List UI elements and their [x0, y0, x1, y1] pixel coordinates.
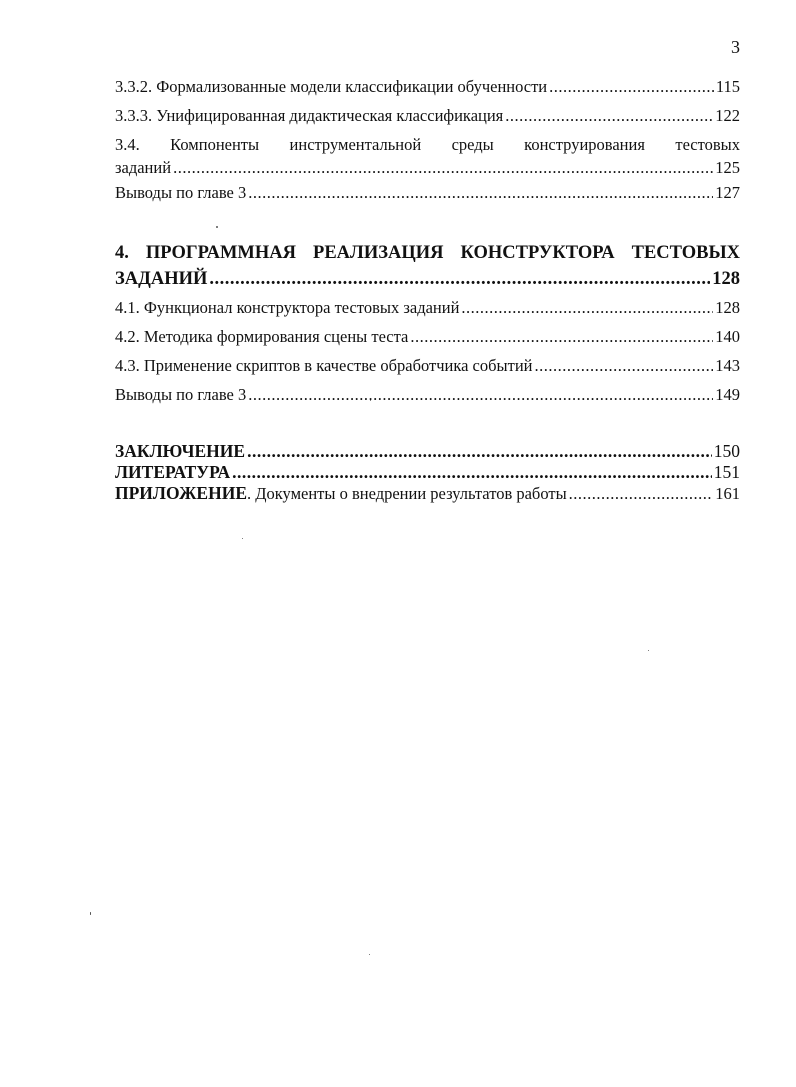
toc-entry-3-4	[115, 132, 740, 178]
toc-entry-title-line1: 3.4. Компоненты инструментальной среды конструирования тестовых	[115, 135, 740, 154]
page-number: 3	[731, 37, 740, 57]
toc-entry-page: 140	[715, 327, 740, 346]
scan-speck	[648, 650, 649, 651]
toc-entry-title-line2: заданий	[115, 158, 172, 177]
dot-leader	[535, 351, 714, 380]
toc-chapter-title-line1: 4. ПРОГРАММНАЯ РЕАЛИЗАЦИЯ КОНСТРУКТОРА ТЕСТОВЫХ	[115, 243, 740, 263]
toc-entry-page: 127	[715, 183, 740, 202]
toc-entry-conclusions-ch3	[115, 178, 740, 207]
table-of-contents	[115, 72, 740, 504]
toc-entry-page: 161	[715, 484, 740, 503]
toc-entry-page: 122	[715, 106, 740, 125]
scan-speck	[370, 400, 371, 401]
toc-entry-title: 4.2. Методика формирования сцены теста	[115, 327, 409, 346]
dot-leader	[410, 322, 713, 351]
scan-speck	[90, 912, 91, 915]
toc-entry-page: 149	[715, 385, 740, 404]
toc-entry-page: 128	[712, 269, 740, 289]
scan-speck	[242, 538, 243, 539]
dot-leader	[569, 483, 714, 504]
toc-entry-conclusion	[115, 441, 740, 462]
toc-chapter-4	[115, 241, 740, 293]
dot-leader	[505, 101, 713, 130]
dot-leader	[232, 462, 712, 483]
toc-entry-conclusions-ch4	[115, 380, 740, 409]
dot-leader	[248, 178, 713, 207]
toc-entry-4-1	[115, 293, 740, 322]
toc-entry-title: 3.3.3. Унифицированная дидактическая классификация	[115, 106, 504, 125]
appendix-label: ПРИЛОЖЕНИЕ	[115, 483, 248, 503]
scan-speck	[216, 226, 218, 228]
toc-entry-title: Выводы по главе 3	[115, 183, 247, 202]
toc-entry-page: 151	[713, 462, 740, 482]
toc-entry-title: ЗАКЛЮЧЕНИЕ	[115, 441, 246, 461]
toc-chapter-title-line2: ЗАДАНИЙ	[115, 269, 208, 289]
dot-leader	[247, 441, 712, 462]
toc-entry-4-2	[115, 322, 740, 351]
toc-entry-literature	[115, 462, 740, 483]
dot-leader	[549, 72, 714, 101]
toc-entry-page: 143	[715, 356, 740, 375]
toc-entry-3-3-3	[115, 101, 740, 130]
toc-entry-page: 150	[713, 441, 740, 461]
dot-leader	[173, 157, 713, 178]
toc-entry-page: 128	[715, 298, 740, 317]
toc-entry-title: 3.3.2. Формализованные модели классификации обученности	[115, 77, 548, 96]
toc-entry-title: 4.3. Применение скриптов в качестве обработчика событий	[115, 356, 533, 375]
toc-entry-3-3-2	[115, 72, 740, 101]
toc-entry-page: 125	[715, 158, 740, 177]
toc-entry-title: Выводы по главе 3	[115, 385, 247, 404]
toc-entry-appendix	[115, 483, 740, 504]
dot-leader	[209, 266, 710, 293]
toc-entry-title	[115, 483, 567, 504]
toc-entry-title: ЛИТЕРАТУРА	[115, 462, 231, 482]
scan-speck	[369, 954, 370, 955]
toc-entry-4-3	[115, 351, 740, 380]
dot-leader	[248, 380, 713, 409]
appendix-description: . Документы о внедрении результатов работы	[247, 484, 567, 503]
dot-leader	[461, 293, 713, 322]
toc-entry-title: 4.1. Функционал конструктора тестовых заданий	[115, 298, 460, 317]
toc-entry-page: 115	[715, 77, 740, 96]
